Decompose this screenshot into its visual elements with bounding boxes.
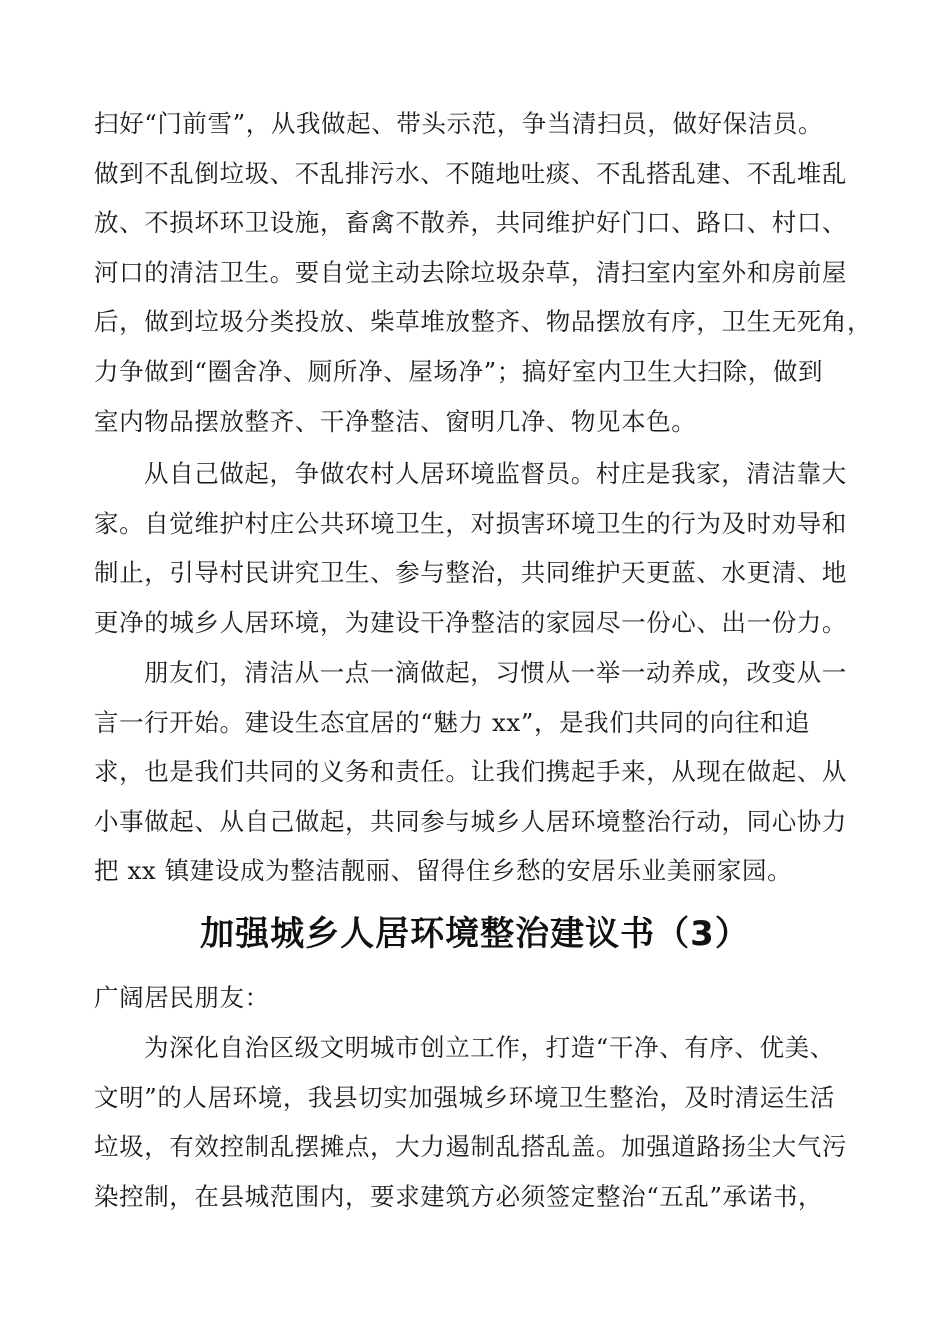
document-heading: 加强城乡人居环境整治建议书（3）	[200, 914, 750, 954]
paragraph-line: 从自己做起，争做农村人居环境监督员。村庄是我家，清洁靠大	[144, 459, 847, 488]
paragraph-line: 放、不损坏环卫设施，畜禽不散养，共同维护好门口、路口、村口、	[94, 208, 847, 238]
paragraph-line: 家。自觉维护村庄公共环境卫生，对损害环境卫生的行为及时劝导和	[94, 508, 847, 538]
paragraph-line: 言一行开始。建设生态宜居的“魅力 xx”，是我们共同的向往和追	[94, 707, 811, 737]
paragraph-line: 求，也是我们共同的义务和责任。让我们携起手来，从现在做起、从	[94, 757, 847, 787]
paragraph-line: 染控制，在县城范围内，要求建筑方必须签定整治“五乱”承诺书，	[94, 1181, 824, 1211]
paragraph-line: 后，做到垃圾分类投放、柴草堆放整齐、物品摆放有序，卫生无死角，	[94, 307, 873, 337]
paragraph-line: 把 xx 镇建设成为整洁靓丽、留得住乡愁的安居乐业美丽家园。	[94, 856, 793, 886]
paragraph-line: 力争做到“圈舍净、厕所净、屋场净”；搞好室内卫生大扫除，做到	[94, 356, 824, 386]
paragraph-supervisor	[94, 449, 864, 647]
greeting-line	[94, 973, 864, 1023]
paragraph-line: 做到不乱倒垃圾、不乱排污水、不随地吐痰、不乱搭乱建、不乱堆乱	[94, 158, 847, 188]
paragraph-cleaning-duties	[94, 99, 873, 446]
paragraph-line: 文明”的人居环境，我县切实加强城乡环境卫生整治，及时清运生活	[94, 1082, 836, 1112]
paragraph-line: 室内物品摆放整齐、干净整洁、窗明几净、物见本色。	[94, 406, 697, 436]
paragraph-line: 扫好“门前雪”，从我做起、带头示范，争当清扫员，做好保洁员。	[94, 109, 824, 138]
paragraph-line: 朋友们，清洁从一点一滴做起，习惯从一举一动养成，改变从一	[144, 658, 847, 687]
paragraph-line: 垃圾，有效控制乱摆摊点，大力遏制乱搭乱盖。加强道路扬尘大气污	[94, 1132, 847, 1162]
paragraph-line: 制止，引导村民讲究卫生、参与整治，共同维护天更蓝、水更清、地	[94, 558, 847, 588]
greeting-text: 广阔居民朋友：	[94, 983, 270, 1012]
paragraph-civilized-city	[94, 1023, 864, 1221]
paragraph-line: 更净的城乡人居环境，为建设干净整洁的家园尽一份心、出一份力。	[94, 607, 847, 637]
paragraph-line: 小事做起、从自己做起，共同参与城乡人居环境整治行动，同心协力	[94, 806, 847, 836]
paragraph-closing-appeal	[94, 648, 864, 896]
paragraph-line: 为深化自治区级文明城市创立工作，打造“干净、有序、优美、	[144, 1033, 835, 1062]
paragraph-line: 河口的清洁卫生。要自觉主动去除垃圾杂草，清扫室内室外和房前屋	[94, 257, 847, 287]
